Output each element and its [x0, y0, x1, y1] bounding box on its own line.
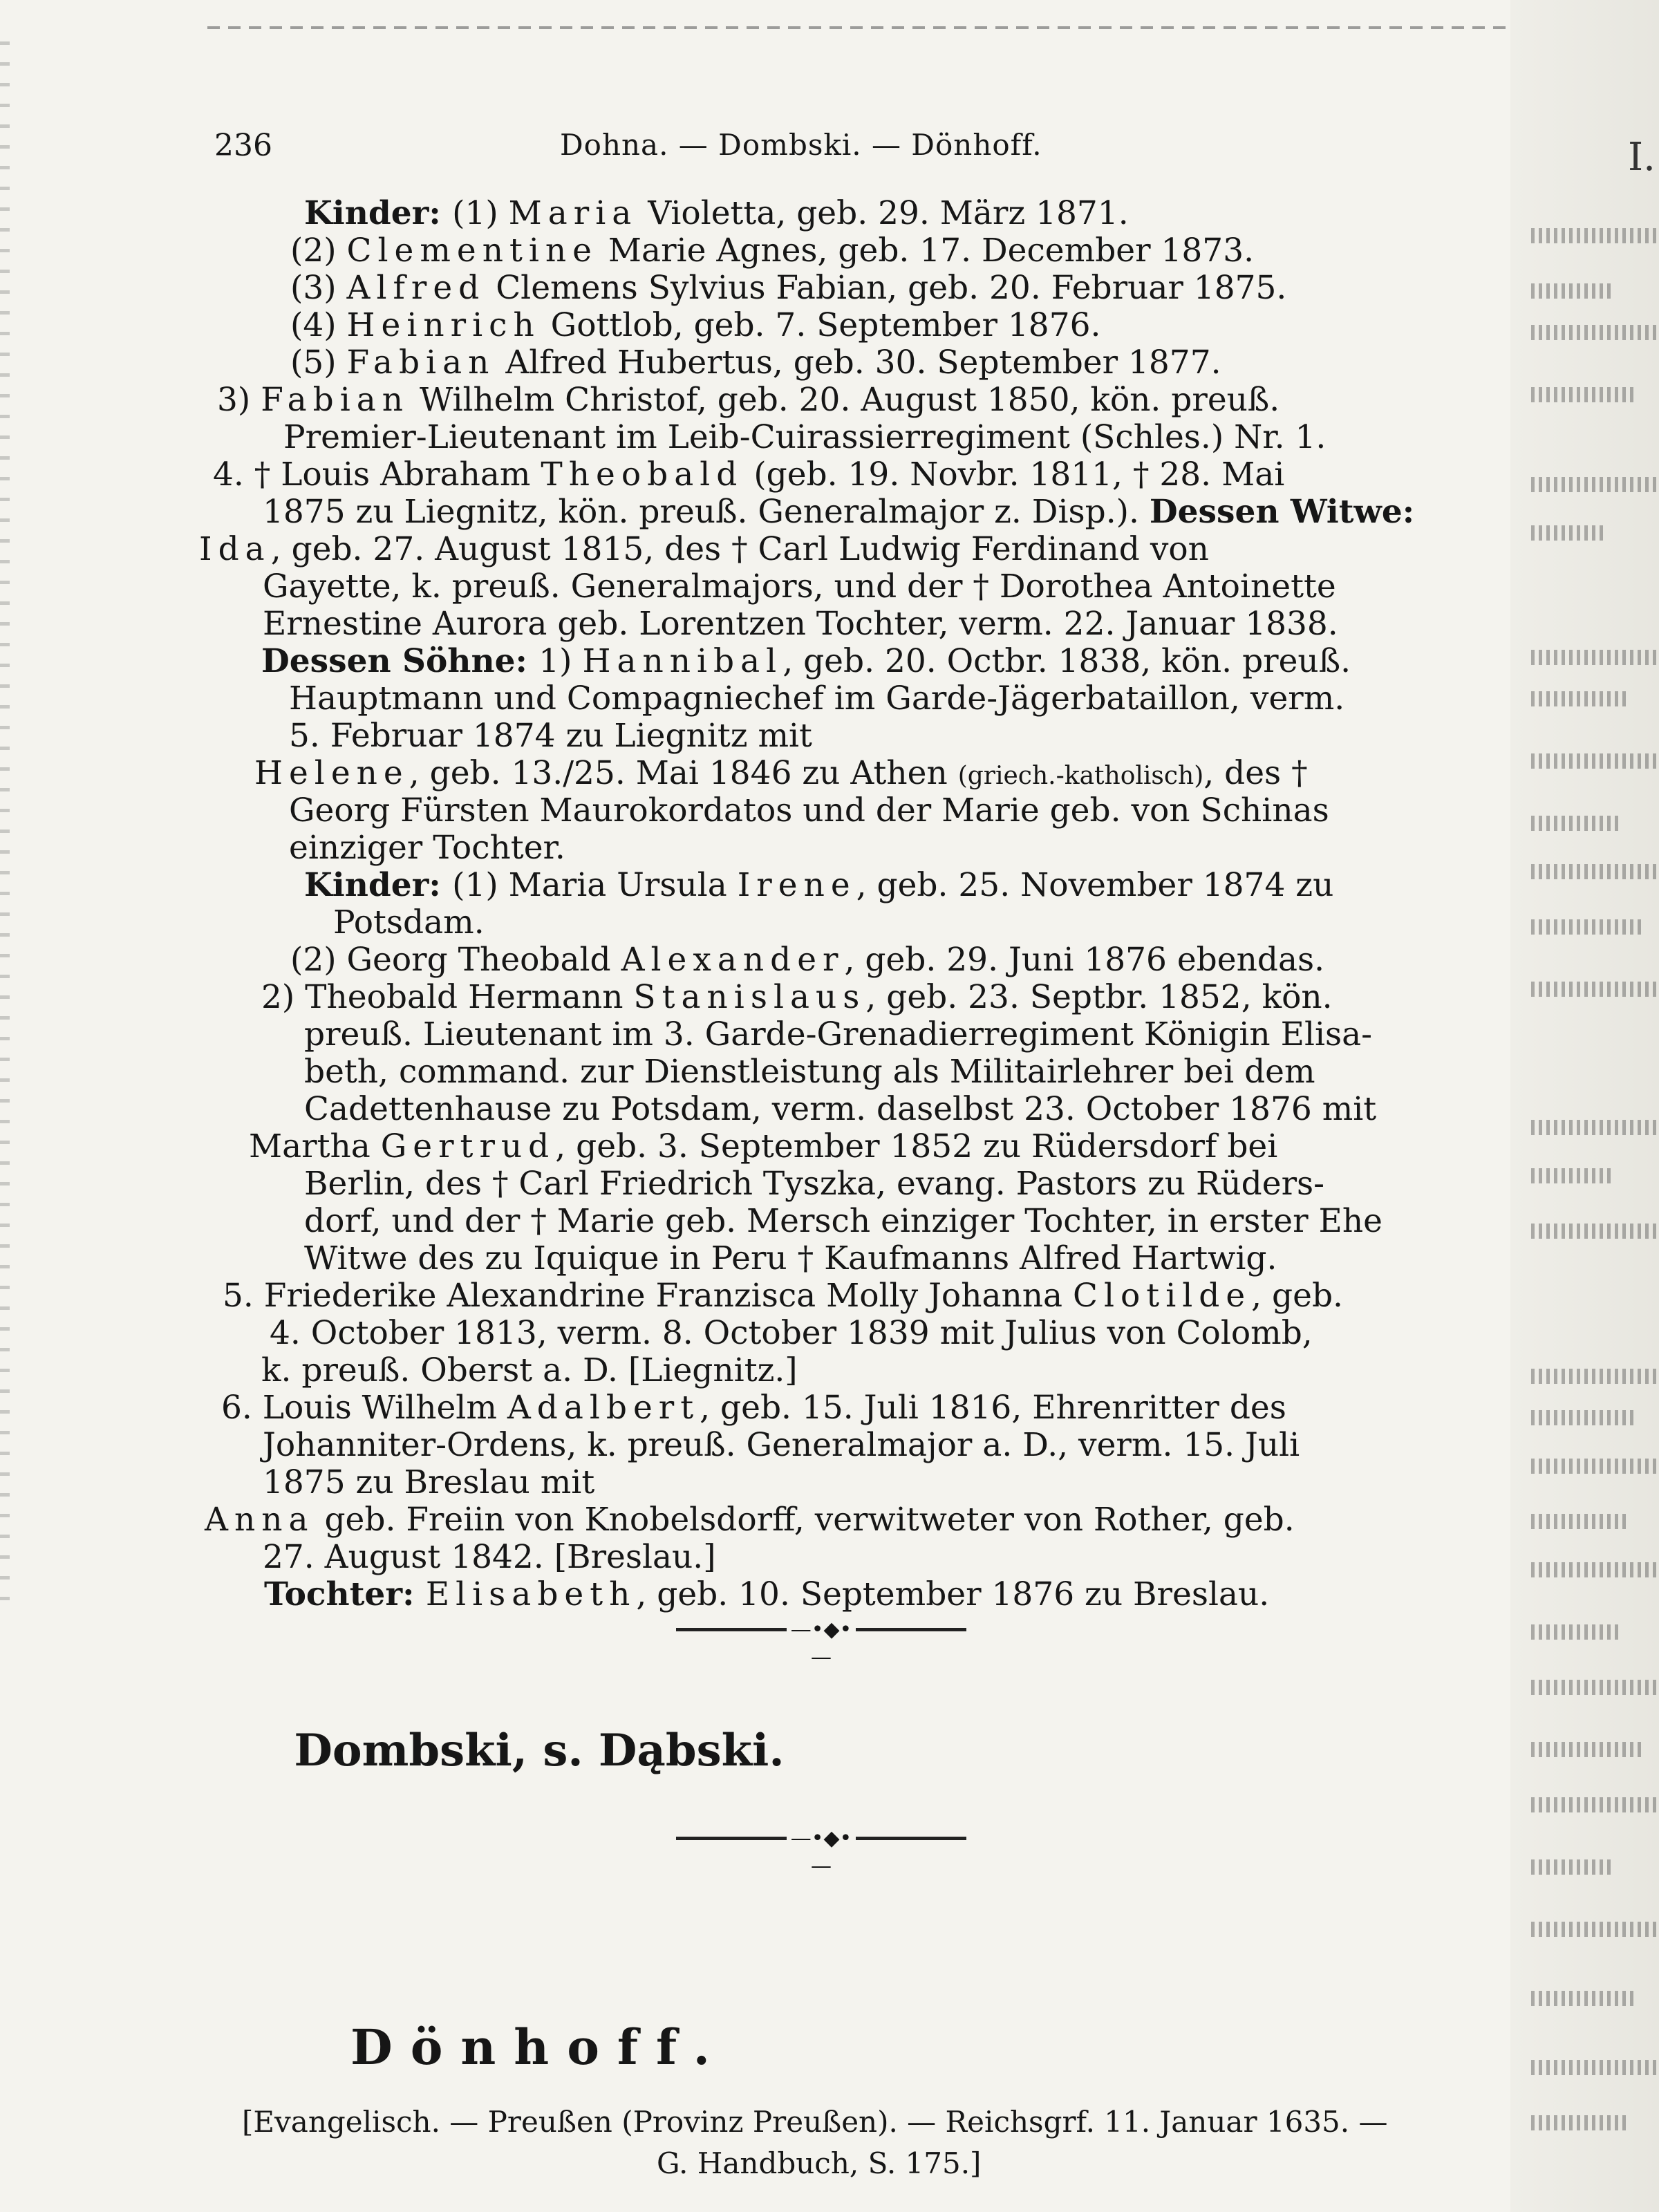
text-line — [290, 270, 1286, 307]
adjacent-text-fragment — [1531, 1797, 1659, 1812]
adjacent-text-fragment — [1531, 650, 1659, 665]
spaced-given-name: Gertrud — [380, 1127, 556, 1165]
text-run: Johanniter-Ordens, k. preuß. Generalmajor a. D., verm. 15. Juli — [263, 1426, 1300, 1464]
text-run: , geb. 29. Juni 1876 ebendas. — [844, 941, 1325, 979]
text-line — [223, 1277, 1343, 1315]
text-run: dorf, und der † Marie geb. Mersch einziger Tochter, in erster Ehe — [304, 1202, 1382, 1240]
adjacent-text-fragment — [1531, 1459, 1659, 1474]
adjacent-text-fragment — [1531, 1562, 1659, 1577]
divider-line — [856, 1628, 966, 1631]
scan-left-edge — [0, 41, 10, 1604]
adjacent-text-fragment — [1531, 477, 1659, 492]
adjacent-text-fragment — [1531, 864, 1659, 879]
adjacent-text-fragment — [1531, 1410, 1635, 1425]
adjacent-page-edge — [1510, 0, 1659, 2212]
spaced-given-name: Theobald — [541, 456, 744, 494]
text-line — [304, 867, 1333, 904]
spaced-given-name: Maria — [508, 194, 638, 232]
text-line — [263, 606, 1338, 643]
adjacent-text-fragment — [1531, 283, 1614, 299]
text-line — [263, 494, 1414, 531]
text-line — [290, 344, 1221, 382]
text-run: 1875 zu Liegnitz, kön. preuß. Generalmajor z. Disp.). — [263, 493, 1150, 531]
text-run: , geb. 25. November 1874 zu — [856, 866, 1334, 904]
running-header — [214, 128, 1403, 169]
text-run: , geb. 23. Septbr. 1852, kön. — [865, 978, 1333, 1016]
bold-label: Dessen Söhne: — [261, 642, 539, 680]
text-run: beth, command. zur Dienstleistung als Militairlehrer bei dem — [304, 1053, 1315, 1091]
text-line — [205, 1501, 1295, 1539]
text-line — [261, 979, 1333, 1016]
adjacent-text-fragment — [1531, 1514, 1628, 1529]
spaced-given-name: Adalbert — [507, 1389, 700, 1427]
text-run: 5. Februar 1874 zu Liegnitz mit — [289, 717, 812, 755]
doenhoff-heading: Dönhoff. — [350, 2018, 728, 2076]
text-line — [264, 1576, 1269, 1613]
text-run: 27. August 1842. [Breslau.] — [263, 1538, 716, 1576]
text-run: Georg Fürsten Maurokordatos und der Marie geb. von Schinas — [289, 791, 1329, 830]
text-run: Ernestine Aurora geb. Lorentzen Tochter, verm. 22. Januar 1838. — [263, 605, 1338, 643]
spaced-given-name: Elisabeth — [425, 1575, 637, 1613]
adjacent-text-fragment — [1531, 228, 1659, 243]
adjacent-text-fragment — [1531, 1120, 1659, 1135]
text-line — [290, 307, 1100, 344]
spaced-given-name: Hannibal — [582, 642, 783, 680]
text-line — [263, 568, 1336, 606]
adjacent-text-fragment — [1531, 387, 1635, 402]
adjacent-text-fragment — [1531, 2060, 1659, 2075]
adjacent-page-heading-fragment: I. — [1628, 135, 1656, 180]
text-run: 4. † Louis Abraham — [213, 456, 541, 494]
adjacent-text-fragment — [1531, 982, 1659, 997]
text-run: , geb. 13./25. Mai 1846 zu Athen — [409, 754, 958, 792]
text-line — [304, 195, 1129, 232]
divider-glyph: —•◆•— — [790, 1826, 852, 1878]
adjacent-text-fragment — [1531, 1680, 1659, 1695]
text-run: Clemens Sylvius Fabian, geb. 20. Februar 1875. — [485, 269, 1287, 307]
text-run: , geb. 20. Octbr. 1838, kön. preuß. — [782, 642, 1351, 680]
text-run: 1) — [538, 642, 583, 680]
text-run: Potsdam. — [333, 903, 485, 941]
text-run: Wilhelm Christof, geb. 20. August 1850, kön. preuß. — [409, 381, 1280, 419]
text-run: Hauptmann und Compagniechef im Garde-Jägerbataillon, verm. — [289, 679, 1345, 718]
adjacent-text-fragment — [1531, 1624, 1621, 1640]
text-run: (1) — [452, 194, 509, 232]
text-run: (2) Georg Theobald — [290, 941, 621, 979]
text-line — [263, 1539, 716, 1576]
adjacent-text-fragment — [1531, 1922, 1659, 1937]
bold-label: Kinder: — [304, 866, 453, 904]
spaced-given-name: Fabian — [346, 344, 496, 382]
bold-label: Tochter: — [264, 1575, 426, 1613]
text-run: Martha — [249, 1127, 381, 1165]
text-line — [304, 1240, 1277, 1277]
spaced-given-name: Helene — [254, 754, 409, 792]
divider-line — [856, 1837, 966, 1840]
text-run: , geb. 15. Juli 1816, Ehrenritter des — [700, 1389, 1286, 1427]
text-line — [263, 1427, 1300, 1464]
text-line — [290, 232, 1254, 270]
adjacent-text-fragment — [1531, 816, 1621, 831]
divider-line — [676, 1837, 787, 1840]
adjacent-text-fragment — [1531, 753, 1659, 769]
dombski-heading: Dombski, s. Dąbski. — [294, 1725, 785, 1777]
text-run: Premier-Lieutenant im Leib-Cuirassierregiment (Schles.) Nr. 1. — [283, 418, 1327, 456]
divider-line — [676, 1628, 787, 1631]
text-line — [249, 1128, 1277, 1165]
text-run: 3) — [217, 381, 261, 419]
text-run: , geb. 3. September 1852 zu Rüdersdorf bei — [555, 1127, 1278, 1165]
text-line — [261, 1352, 798, 1389]
text-line — [261, 643, 1351, 680]
spaced-given-name: Clementine — [346, 232, 598, 270]
text-line — [333, 904, 485, 941]
bold-label: Kinder: — [304, 194, 453, 232]
section-divider-ornament — [676, 1825, 966, 1878]
text-line — [254, 755, 1308, 795]
spaced-given-name: Ida — [199, 530, 271, 568]
text-line — [304, 1053, 1315, 1091]
text-run: , geb. — [1251, 1277, 1343, 1315]
text-run: k. preuß. Oberst a. D. [Liegnitz.] — [261, 1351, 798, 1389]
text-line — [213, 456, 1284, 494]
adjacent-text-fragment — [1531, 691, 1628, 706]
text-line — [304, 1016, 1372, 1053]
text-run: 6. Louis Wilhelm — [221, 1389, 507, 1427]
adjacent-text-fragment — [1531, 1859, 1614, 1875]
spaced-given-name: Anna — [205, 1501, 315, 1539]
page-number: 236 — [214, 128, 272, 163]
spaced-given-name: Irene — [737, 866, 856, 904]
text-run: (geb. 19. Novbr. 1811, † 28. Mai — [743, 456, 1285, 494]
text-line — [290, 941, 1324, 979]
text-run: Witwe des zu Iquique in Peru † Kaufmanns Alfred Hartwig. — [304, 1239, 1277, 1277]
text-run: (griech.-katholisch) — [957, 762, 1204, 790]
text-line — [199, 531, 1209, 568]
adjacent-text-fragment — [1531, 1224, 1659, 1239]
scan-top-rule — [207, 26, 1507, 29]
adjacent-text-fragment — [1531, 919, 1642, 935]
text-run: preuß. Lieutenant im 3. Garde-Grenadierregiment Königin Elisa- — [304, 1015, 1373, 1053]
text-line — [221, 1389, 1286, 1427]
text-run: 1875 zu Breslau mit — [263, 1463, 595, 1501]
text-run: Gayette, k. preuß. Generalmajors, und der † Dorothea Antoinette — [263, 568, 1336, 606]
adjacent-text-fragment — [1531, 325, 1659, 340]
adjacent-text-fragment — [1531, 1168, 1614, 1183]
text-run: (5) — [290, 344, 347, 382]
text-line — [270, 1315, 1313, 1352]
text-run: (1) Maria Ursula — [452, 866, 738, 904]
text-run: Gottlob, geb. 7. September 1876. — [540, 306, 1101, 344]
spaced-given-name: Clotilde — [1073, 1277, 1252, 1315]
text-run: , geb. 27. August 1815, des † Carl Ludwig Ferdinand von — [270, 530, 1209, 568]
text-run: (4) — [290, 306, 347, 344]
text-line — [289, 718, 812, 755]
text-run: 4. October 1813, verm. 8. October 1839 mit Julius von Colomb, — [270, 1314, 1313, 1352]
text-line — [283, 419, 1326, 456]
text-line — [289, 680, 1344, 718]
adjacent-text-fragment — [1531, 1991, 1635, 2006]
doenhoff-meta-line-2: G. Handbuch, S. 175.] — [657, 2146, 982, 2180]
adjacent-text-fragment — [1531, 2115, 1628, 2130]
adjacent-text-fragment — [1531, 1742, 1642, 1757]
text-run: Alfred Hubertus, geb. 30. September 1877. — [495, 344, 1221, 382]
text-run: geb. Freiin von Knobelsdorff, verwitweter von Rother, geb. — [314, 1501, 1295, 1539]
spaced-given-name: Alfred — [346, 269, 486, 307]
spaced-given-name: Heinrich — [346, 306, 541, 344]
text-run: 5. Friederike Alexandrine Franzisca Molly Johanna — [223, 1277, 1074, 1315]
text-run: Berlin, des † Carl Friedrich Tyszka, evang. Pastors zu Rüders- — [304, 1165, 1325, 1203]
text-run: Cadettenhause zu Potsdam, verm. daselbst 23. October 1876 mit — [304, 1090, 1377, 1128]
text-line — [263, 1464, 594, 1501]
text-line — [304, 1165, 1324, 1203]
text-run: Violetta, geb. 29. März 1871. — [637, 194, 1129, 232]
text-run: (2) — [290, 232, 347, 270]
spaced-given-name: Stanislaus — [633, 978, 866, 1016]
adjacent-text-fragment — [1531, 525, 1607, 541]
text-run: einziger Tochter. — [289, 829, 565, 867]
text-run: (3) — [290, 269, 347, 307]
text-run: Marie Agnes, geb. 17. December 1873. — [597, 232, 1255, 270]
text-line — [304, 1091, 1376, 1128]
text-line — [217, 382, 1280, 419]
bold-label: Dessen Witwe: — [1149, 493, 1415, 531]
spaced-given-name: Alexander — [621, 941, 845, 979]
text-run: , des † — [1203, 754, 1308, 792]
text-line — [289, 792, 1329, 830]
text-run: 2) Theobald Hermann — [261, 978, 634, 1016]
text-run: , geb. 10. September 1876 zu Breslau. — [636, 1575, 1270, 1613]
text-line — [304, 1203, 1382, 1240]
section-divider-ornament — [676, 1616, 966, 1669]
divider-glyph: —•◆•— — [790, 1618, 852, 1669]
adjacent-text-fragment — [1531, 1369, 1659, 1384]
spaced-given-name: Fabian — [261, 381, 410, 419]
text-line — [289, 830, 565, 867]
running-head-title: Dohna. — Dombski. — Dönhoff. — [560, 128, 1042, 162]
doenhoff-meta-line-1: [Evangelisch. — Preußen (Provinz Preußen). — Reichsgrf. 11. Januar 1635. — — [242, 2105, 1388, 2139]
